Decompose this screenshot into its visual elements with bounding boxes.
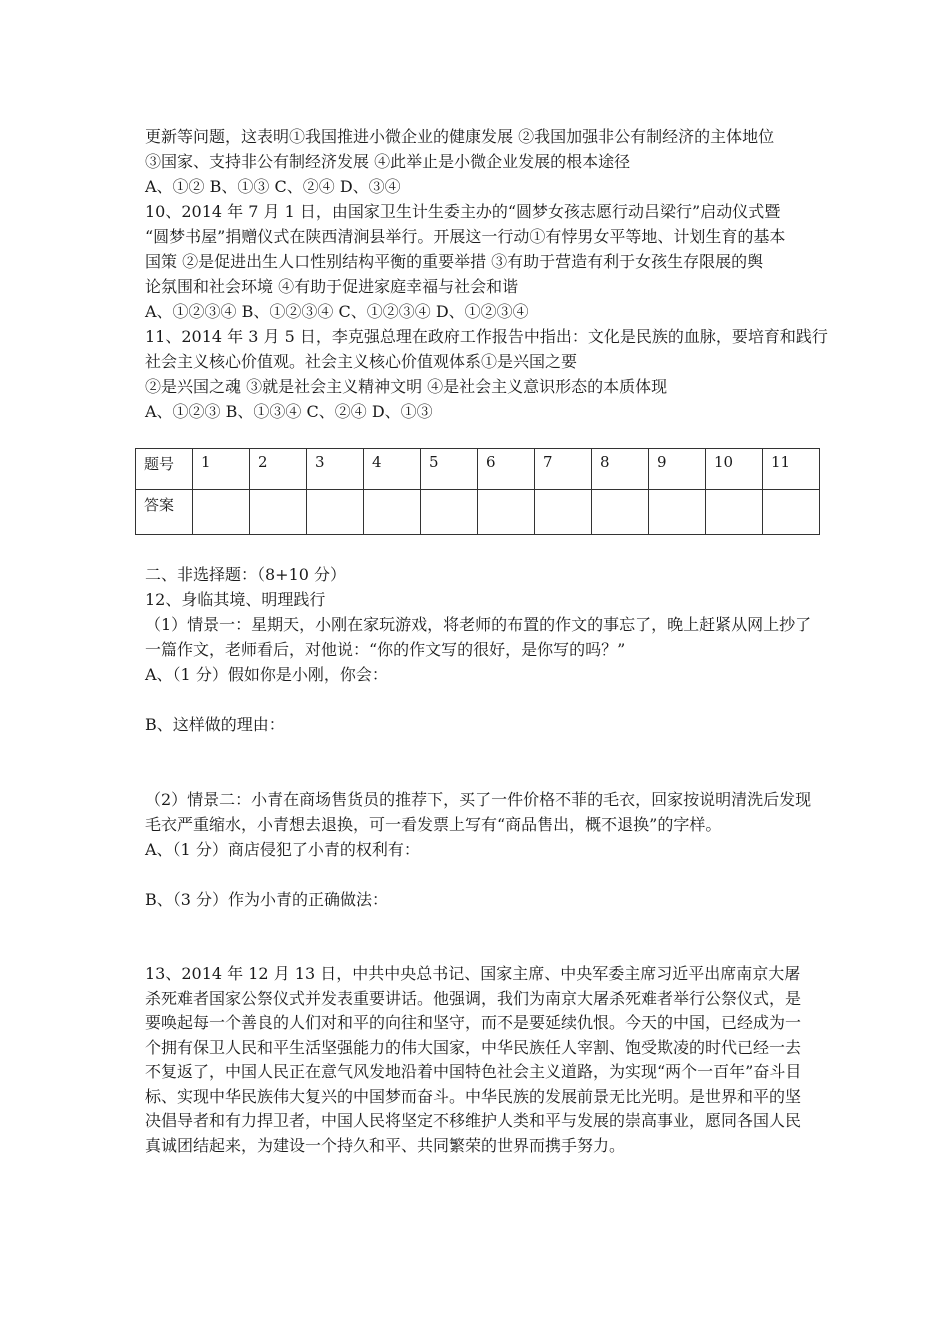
- question-number-label: 题号: [136, 449, 193, 490]
- answer-cell[interactable]: [307, 490, 364, 535]
- scenario-1-question-b: B、这样做的理由：: [145, 715, 285, 734]
- q11-text-line-3: ②是兴国之魂 ③就是社会主义精神文明 ④是社会主义意识形态的本质体现: [145, 377, 668, 396]
- answer-cell[interactable]: [763, 490, 820, 535]
- question-number-cell: 1: [193, 449, 250, 490]
- q9-text-line-1: 更新等问题，这表明①我国推进小微企业的健康发展 ②我国加强非公有制经济的主体地位: [145, 127, 775, 146]
- question-number-cell: 3: [307, 449, 364, 490]
- question-number-cell: 9: [649, 449, 706, 490]
- answer-cell[interactable]: [649, 490, 706, 535]
- q10-text-line-2: “圆梦书屋”捐赠仪式在陕西清涧县举行。开展这一行动①有悖男女平等地、计划生育的基本: [145, 227, 786, 246]
- question-number-cell: 4: [364, 449, 421, 490]
- q9-options: A、①② B、①③ C、②④ D、③④: [145, 177, 401, 196]
- scenario-1-line-2: 一篇作文，老师看后，对他说：“你的作文写的很好，是你写的吗？”: [145, 640, 626, 659]
- scenario-2-line-1: （2）情景二：小青在商场售货员的推荐下，买了一件价格不菲的毛衣，回家按说明清洗后发现: [145, 790, 812, 809]
- question-number-cell: 6: [478, 449, 535, 490]
- question-number-cell: 5: [421, 449, 478, 490]
- question-number-cell: 10: [706, 449, 763, 490]
- answer-cell[interactable]: [478, 490, 535, 535]
- answer-cell[interactable]: [421, 490, 478, 535]
- answer-cell[interactable]: [592, 490, 649, 535]
- question-number-cell: 8: [592, 449, 649, 490]
- answer-table-header-row: [136, 449, 820, 490]
- answer-cell[interactable]: [706, 490, 763, 535]
- question-number-cell: 7: [535, 449, 592, 490]
- q11-text-line-1: 11、2014 年 3 月 5 日，李克强总理在政府工作报告中指出：文化是民族的血脉，要培育和践行: [145, 327, 828, 346]
- q10-text-line-3: 国策 ②是促进出生人口性别结构平衡的重要举措 ③有助于营造有利于女孩生存限展的舆: [145, 252, 764, 271]
- answer-table-answer-row: [136, 490, 820, 535]
- q10-text-line-4: 论氛围和社会环境 ④有助于促进家庭幸福与社会和谐: [145, 277, 519, 296]
- question-number-cell: 2: [250, 449, 307, 490]
- q10-options: A、①②③④ B、①②③④ C、①②③④ D、①②③④: [145, 302, 529, 321]
- q13-paragraph: 13、2014 年 12 月 13 日，中共中央总书记、国家主席、中央军委主席习近平出席南京大屠杀死难者国家公祭仪式并发表重要讲话。他强调，我们为南京大屠杀死难者举行公祭仪式，是要唤起每一个善良的人们对和平的向往和坚守，而不是要延续仇恨。今天的中国，已经成为一个拥有保卫人民和平生活坚强能力的伟大国家，中华民族任人宰割、饱受欺凌的时代已经一去不复返了，中国人民正在意气风发地沿着中国特色社会主义道路，为实现“两个一百年”奋斗目标、实现中华民族伟大复兴的中国梦而奋斗。中华民族的发展前景无比光明。是世界和平的坚决倡导者和有力捍卫者，中国人民将坚定不移维护人类和平与发展的崇高事业，愿同各国人民真诚团结起来，为建设一个持久和平、共同繁荣的世界而携手努力。: [145, 964, 802, 1155]
- answer-table: [135, 448, 820, 535]
- q9-text-line-2: ③国家、支持非公有制经济发展 ④此举止是小微企业发展的根本途径: [145, 152, 631, 171]
- answer-label: 答案: [136, 490, 193, 535]
- q11-text-line-2: 社会主义核心价值观。社会主义核心价值观体系①是兴国之要: [145, 352, 578, 371]
- question-number-cell: 11: [763, 449, 820, 490]
- answer-cell[interactable]: [250, 490, 307, 535]
- scenario-2-line-2: 毛衣严重缩水，小青想去退换，可一看发票上写有“商品售出，概不退换”的字样。: [145, 815, 722, 834]
- q11-options: A、①②③ B、①③④ C、②④ D、①③: [145, 402, 433, 421]
- scenario-2-question-b: B、（3 分）作为小青的正确做法：: [145, 890, 389, 909]
- scenario-2-question-a: A、（1 分）商店侵犯了小青的权利有：: [145, 840, 420, 859]
- section-2-title: 二、非选择题：（8+10 分）: [145, 565, 347, 584]
- scenario-1-line-1: （1）情景一：星期天，小刚在家玩游戏，将老师的布置的作文的事忘了，晚上赶紧从网上抄了: [145, 615, 812, 634]
- q10-text-line-1: 10、2014 年 7 月 1 日，由国家卫生计生委主办的“圆梦女孩志愿行动吕梁行”启动仪式暨: [145, 202, 781, 221]
- q12-title: 12、身临其境、明理践行: [145, 590, 326, 609]
- answer-cell[interactable]: [535, 490, 592, 535]
- scenario-1-question-a: A、（1 分）假如你是小刚，你会：: [145, 665, 388, 684]
- answer-cell[interactable]: [364, 490, 421, 535]
- answer-cell[interactable]: [193, 490, 250, 535]
